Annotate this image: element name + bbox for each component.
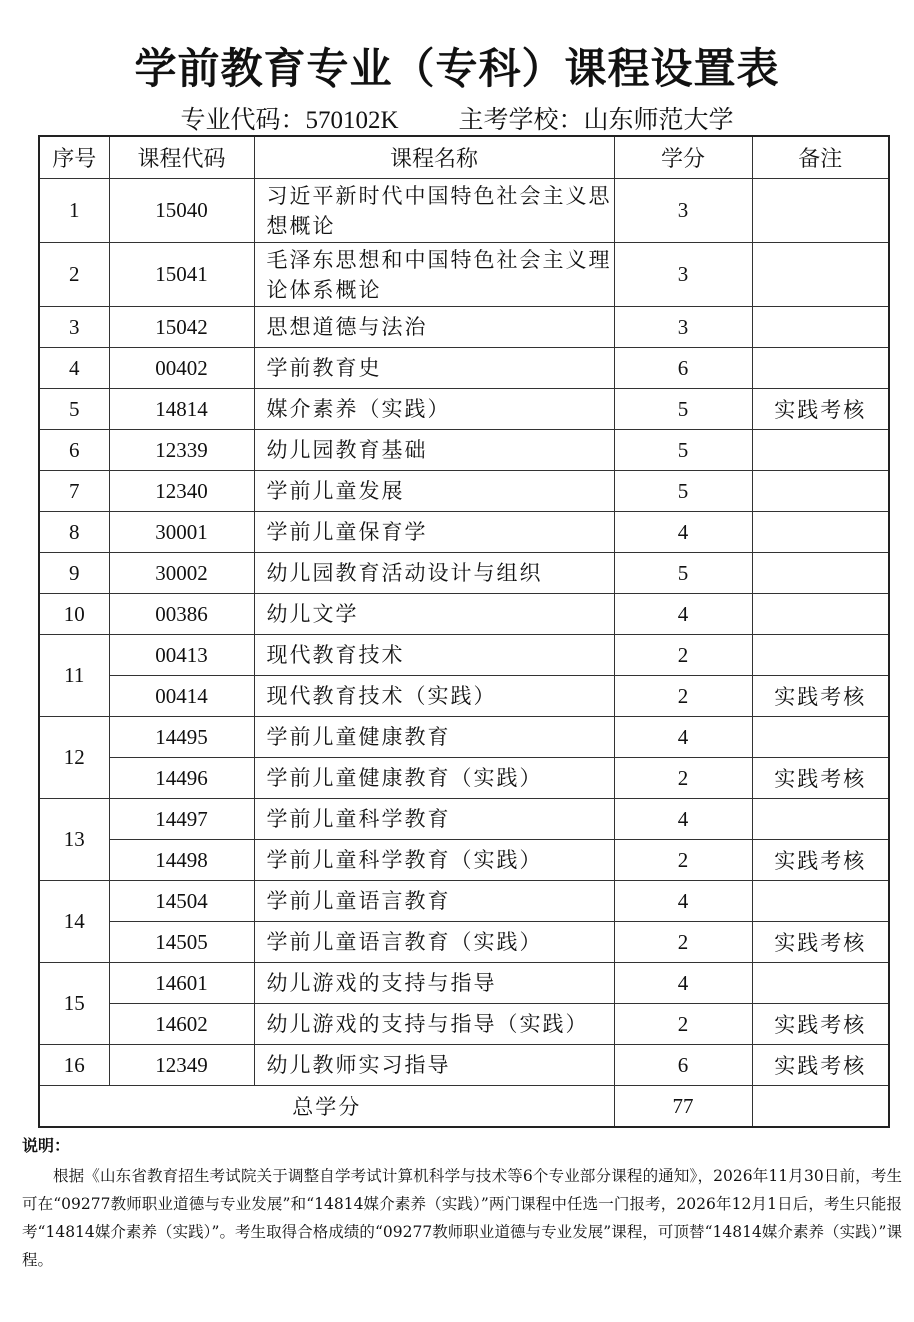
table-row <box>39 348 889 389</box>
row-index: 15 <box>39 963 109 1045</box>
course-credit: 4 <box>614 799 752 840</box>
table-row <box>39 1004 889 1045</box>
row-index: 9 <box>39 553 109 594</box>
row-index: 11 <box>39 635 109 717</box>
course-name: 学前儿童语言教育（实践） <box>254 922 614 963</box>
course-note <box>752 348 889 389</box>
row-index: 6 <box>39 430 109 471</box>
notes-section <box>22 1133 902 1274</box>
row-index: 3 <box>39 307 109 348</box>
course-credit: 5 <box>614 430 752 471</box>
course-credit: 3 <box>614 307 752 348</box>
course-credit: 4 <box>614 963 752 1004</box>
course-name: 学前儿童保育学 <box>254 512 614 553</box>
course-name: 幼儿文学 <box>254 594 614 635</box>
total-label: 总学分 <box>39 1086 614 1128</box>
course-credit: 2 <box>614 1004 752 1045</box>
table-row <box>39 471 889 512</box>
course-name: 幼儿游戏的支持与指导（实践） <box>254 1004 614 1045</box>
table-row <box>39 430 889 471</box>
table-row <box>39 676 889 717</box>
course-note <box>752 799 889 840</box>
major-code-label: 专业代码： <box>180 105 306 134</box>
course-credit: 4 <box>614 512 752 553</box>
course-name: 毛泽东思想和中国特色社会主义理论体系概论 <box>254 243 614 307</box>
total-note <box>752 1086 889 1128</box>
row-index: 8 <box>39 512 109 553</box>
course-note: 实践考核 <box>752 676 889 717</box>
header-credit: 学分 <box>614 136 752 179</box>
table-row <box>39 799 889 840</box>
course-name: 学前教育史 <box>254 348 614 389</box>
course-code: 30002 <box>109 553 254 594</box>
major-code: 570102K <box>305 107 399 134</box>
course-credit: 4 <box>614 881 752 922</box>
header-code: 课程代码 <box>109 136 254 179</box>
course-code: 15041 <box>109 243 254 307</box>
school-name: 山东师范大学 <box>583 105 734 134</box>
school-label: 主考学校： <box>458 105 584 134</box>
course-note <box>752 717 889 758</box>
course-note <box>752 307 889 348</box>
course-name: 现代教育技术 <box>254 635 614 676</box>
course-table <box>38 135 890 1128</box>
course-name: 学前儿童科学教育（实践） <box>254 840 614 881</box>
course-credit: 2 <box>614 758 752 799</box>
row-index: 5 <box>39 389 109 430</box>
course-credit: 2 <box>614 840 752 881</box>
course-note <box>752 179 889 243</box>
course-note: 实践考核 <box>752 1045 889 1086</box>
total-row <box>39 1086 889 1128</box>
course-credit: 2 <box>614 635 752 676</box>
course-note <box>752 963 889 1004</box>
course-note: 实践考核 <box>752 758 889 799</box>
total-credits: 77 <box>614 1086 752 1128</box>
course-code: 14814 <box>109 389 254 430</box>
course-name: 学前儿童健康教育 <box>254 717 614 758</box>
course-code: 14497 <box>109 799 254 840</box>
course-code: 14498 <box>109 840 254 881</box>
course-name: 幼儿教师实习指导 <box>254 1045 614 1086</box>
row-index: 2 <box>39 243 109 307</box>
header-note: 备注 <box>752 136 889 179</box>
row-index: 13 <box>39 799 109 881</box>
course-credit: 5 <box>614 553 752 594</box>
course-code: 00414 <box>109 676 254 717</box>
table-row <box>39 243 889 307</box>
notes-label: 说明： <box>22 1136 71 1155</box>
course-code: 14601 <box>109 963 254 1004</box>
table-row <box>39 717 889 758</box>
course-credit: 4 <box>614 594 752 635</box>
course-note <box>752 471 889 512</box>
course-credit: 3 <box>614 243 752 307</box>
table-row <box>39 1045 889 1086</box>
course-code: 14504 <box>109 881 254 922</box>
row-index: 10 <box>39 594 109 635</box>
course-name: 学前儿童发展 <box>254 471 614 512</box>
course-note: 实践考核 <box>752 840 889 881</box>
table-row <box>39 881 889 922</box>
header-name: 课程名称 <box>254 136 614 179</box>
table-row <box>39 307 889 348</box>
table-row <box>39 179 889 243</box>
course-credit: 5 <box>614 471 752 512</box>
course-credit: 3 <box>614 179 752 243</box>
row-index: 14 <box>39 881 109 963</box>
page-title: 学前教育专业（专科）课程设置表 <box>134 44 780 93</box>
course-note: 实践考核 <box>752 922 889 963</box>
row-index: 16 <box>39 1045 109 1086</box>
course-credit: 4 <box>614 717 752 758</box>
course-name: 学前儿童科学教育 <box>254 799 614 840</box>
table-row <box>39 963 889 1004</box>
table-row <box>39 553 889 594</box>
header-index: 序号 <box>39 136 109 179</box>
course-credit: 6 <box>614 1045 752 1086</box>
course-code: 14496 <box>109 758 254 799</box>
course-note <box>752 512 889 553</box>
course-credit: 6 <box>614 348 752 389</box>
notes-text: 根据《山东省教育招生考试院关于调整自学考试计算机科学与技术等6个专业部分课程的通知》，2026年11月30日前，考生可在“09277教师职业道德与专业发展”和“14814媒介素养（实践）”两门课程中任选一门报考，2026年12月1日后，考生只能报考“14814媒介素养（实践）”。考生取得合格成绩的“09277教师职业道德与专业发展”课程，可顶替“14814媒介素养（实践）”课程。 <box>22 1167 902 1269</box>
table-row <box>39 635 889 676</box>
course-note: 实践考核 <box>752 389 889 430</box>
course-name: 思想道德与法治 <box>254 307 614 348</box>
course-name: 习近平新时代中国特色社会主义思想概论 <box>254 179 614 243</box>
course-note <box>752 430 889 471</box>
course-name: 幼儿游戏的支持与指导 <box>254 963 614 1004</box>
course-code: 14495 <box>109 717 254 758</box>
table-row <box>39 758 889 799</box>
course-note: 实践考核 <box>752 1004 889 1045</box>
subtitle <box>0 100 914 136</box>
course-name: 现代教育技术（实践） <box>254 676 614 717</box>
course-note <box>752 881 889 922</box>
course-code: 15042 <box>109 307 254 348</box>
course-note <box>752 635 889 676</box>
course-code: 00413 <box>109 635 254 676</box>
course-note <box>752 594 889 635</box>
table-row <box>39 922 889 963</box>
row-index: 12 <box>39 717 109 799</box>
row-index: 7 <box>39 471 109 512</box>
course-code: 14505 <box>109 922 254 963</box>
row-index: 4 <box>39 348 109 389</box>
course-name: 幼儿园教育基础 <box>254 430 614 471</box>
table-row <box>39 594 889 635</box>
table-row <box>39 512 889 553</box>
course-note <box>752 243 889 307</box>
course-code: 12349 <box>109 1045 254 1086</box>
course-name: 幼儿园教育活动设计与组织 <box>254 553 614 594</box>
course-code: 00386 <box>109 594 254 635</box>
table-row <box>39 840 889 881</box>
course-code: 12340 <box>109 471 254 512</box>
course-code: 15040 <box>109 179 254 243</box>
course-credit: 5 <box>614 389 752 430</box>
course-code: 14602 <box>109 1004 254 1045</box>
course-note <box>752 553 889 594</box>
course-name: 学前儿童语言教育 <box>254 881 614 922</box>
course-credit: 2 <box>614 676 752 717</box>
course-code: 30001 <box>109 512 254 553</box>
course-code: 12339 <box>109 430 254 471</box>
table-header-row <box>39 136 889 179</box>
row-index: 1 <box>39 179 109 243</box>
course-name: 媒介素养（实践） <box>254 389 614 430</box>
course-code: 00402 <box>109 348 254 389</box>
table-row <box>39 389 889 430</box>
course-credit: 2 <box>614 922 752 963</box>
course-name: 学前儿童健康教育（实践） <box>254 758 614 799</box>
